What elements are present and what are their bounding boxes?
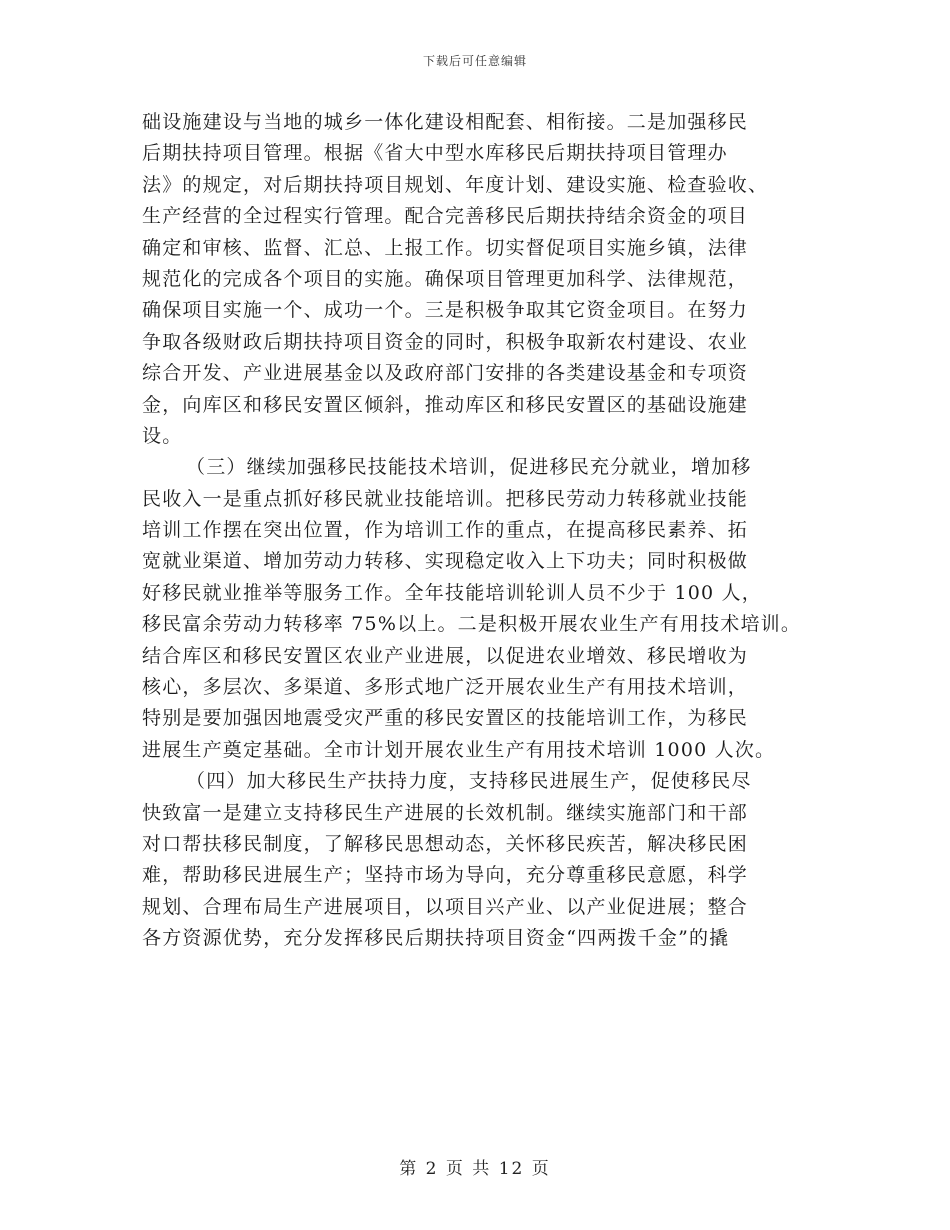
body-line: 进展生产奠定基础。全市计划开展农业生产有用技术培训 1000 人次。 [142,738,776,761]
body-line: 培训工作摆在突出位置，作为培训工作的重点，在提高移民素养、拓 [142,519,749,542]
body-line: 综合开发、产业进展基金以及政府部门安排的各类建设基金和专项资 [142,362,749,385]
body-line: 快致富一是建立支持移民生产进展的长效机制。继续实施部门和干部 [142,801,749,824]
body-line: 好移民就业推举等服务工作。全年技能培训轮训人员不少于 100 人， [142,581,762,604]
body-line: 生产经营的全过程实行管理。配合完善移民后期扶持结余资金的项目 [142,205,749,228]
body-line: 结合库区和移民安置区农业产业进展，以促进农业增效、移民增收为 [142,644,749,667]
page-header: 下载后可任意编辑 [422,54,527,68]
body-line: 难，帮助移民进展生产；坚持市场为导向，充分尊重移民意愿，科学 [142,864,749,887]
body-line: 宽就业渠道、增加劳动力转移、实现稳定收入上下功夫；同时积极做 [142,550,749,573]
body-line: 规划、合理布局生产进展项目，以项目兴产业、以产业促进展；整合 [142,895,749,918]
paragraph-start-line: （三）继续加强移民技能技术培训，促进移民充分就业，增加移 [186,456,752,479]
body-line: 核心，多层次、多渠道、多形式地广泛开展农业生产有用技术培训， [142,676,749,699]
body-line: 法》的规定，对后期扶持项目规划、年度计划、建设实施、检查验收、 [142,173,769,196]
body-line: 设。 [142,424,183,447]
body-line: 确保项目实施一个、成功一个。三是积极争取其它资金项目。在努力 [142,299,749,322]
body-line: 争取各级财政后期扶持项目资金的同时，积极争取新农村建设、农业 [142,330,749,353]
document-body [142,107,822,955]
body-line: 金，向库区和移民安置区倾斜，推动库区和移民安置区的基础设施建 [142,393,749,416]
paragraph-start-line: （四）加大移民生产扶持力度，支持移民进展生产，促使移民尽 [186,770,752,793]
body-line: 对口帮扶移民制度，了解移民思想动态，关怀移民疾苦，解决移民困 [142,832,749,855]
body-line: 民收入一是重点抓好移民就业技能培训。把移民劳动力转移就业技能 [142,487,749,510]
body-line: 特别是要加强因地震受灾严重的移民安置区的技能培训工作，为移民 [142,707,749,730]
page-number: 第 2 页 共 12 页 [399,1159,551,1179]
body-line: 后期扶持项目管理。根据《省大中型水库移民后期扶持项目管理办 [142,142,728,165]
body-line: 础设施建设与当地的城乡一体化建设相配套、相衔接。二是加强移民 [142,111,749,133]
body-line: 规范化的完成各个项目的实施。确保项目管理更加科学、法律规范， [142,267,749,290]
body-line: 各方资源优势，充分发挥移民后期扶持项目资金“四两拨千金”的撬 [142,927,730,950]
body-line: 确定和审核、监督、汇总、上报工作。切实督促项目实施乡镇，法律 [142,236,749,259]
body-line: 移民富余劳动力转移率 75%以上。二是积极开展农业生产有用技术培训。 [142,613,802,636]
